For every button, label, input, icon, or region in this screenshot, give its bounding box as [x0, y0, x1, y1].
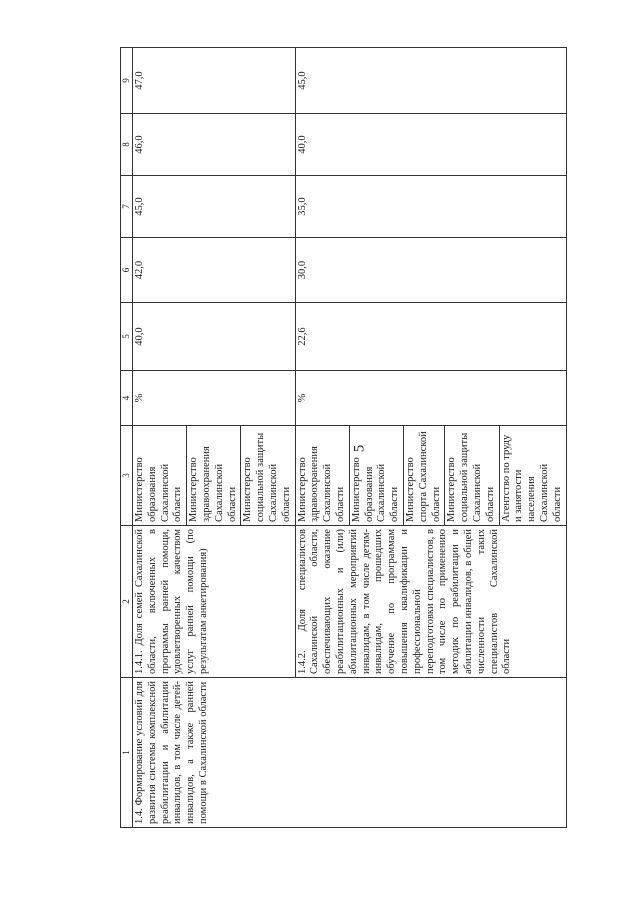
value-cell: 30,0: [295, 238, 566, 303]
col-header-4: 4: [121, 371, 133, 426]
unit-cell: %: [295, 371, 566, 426]
value-cell: 42,0: [133, 238, 296, 303]
indicators-table: [120, 47, 567, 828]
executor-cell: Министерство спорта Сахалинской области: [403, 426, 444, 526]
header-row: [121, 48, 133, 828]
value-cell: 45,0: [295, 48, 566, 114]
unit-cell: %: [133, 371, 296, 426]
executor-cell: Министерство здравоохранения Сахалинской области: [295, 426, 349, 526]
executor-cell: Министерство образования Сахалинской области: [133, 426, 187, 526]
rotated-table-container: [120, 48, 563, 828]
value-cell: 22,6: [295, 303, 566, 371]
section-cell: 1.4. Формирование условий для развития системы комплексной реабилитации и абилитации инвалидов, в том числе детей-инвалидов, а также ранней помощи в Сахалинской области: [133, 678, 567, 828]
indicator-name: 1.4.2. Доля специалистов Сахалинской области, обеспечивающих оказание реабилитационных и (или) абилитационных мероприятий инвалидам, в том числе детям-инвалидам, прошедших обучение по программам повышения квалификации и профессиональной переподготовки специалистов, в том числе по применению методик по реабилитации и абилитации инвалидов, в общей численности таких специалистов Сахалинской области: [295, 526, 566, 678]
col-header-1: 1: [121, 678, 133, 828]
value-cell: 40,0: [295, 114, 566, 176]
indicator-name: 1.4.1. Доля семей Сахалинской области, включенных в программы ранней помощи, удовлетворенных качеством услуг ранней помощи (по результатам анкетирования): [133, 526, 296, 678]
executor-cell: Министерство здравоохранения Сахалинской области: [187, 426, 241, 526]
col-header-7: 7: [121, 176, 133, 238]
executor-cell: Министерство социальной защиты Сахалинской области: [241, 426, 295, 526]
col-header-2: 2: [121, 526, 133, 678]
col-header-8: 8: [121, 114, 133, 176]
value-cell: 45,0: [133, 176, 296, 238]
executor-cell: Министерство образования Сахалинской области: [349, 426, 403, 526]
col-header-6: 6: [121, 238, 133, 303]
col-header-3: 3: [121, 426, 133, 526]
value-cell: 40,0: [133, 303, 296, 371]
value-cell: 47,0: [133, 48, 296, 114]
executor-cell: Министерство социальной защиты Сахалинской области: [445, 426, 499, 526]
col-header-9: 9: [121, 48, 133, 114]
col-header-5: 5: [121, 303, 133, 371]
table-row: [133, 48, 187, 828]
value-cell: 35,0: [295, 176, 566, 238]
value-cell: 46,0: [133, 114, 296, 176]
executor-cell: Агентство по труду и занятости населения Сахалинской области: [499, 426, 566, 526]
page-number: 5: [351, 444, 368, 453]
